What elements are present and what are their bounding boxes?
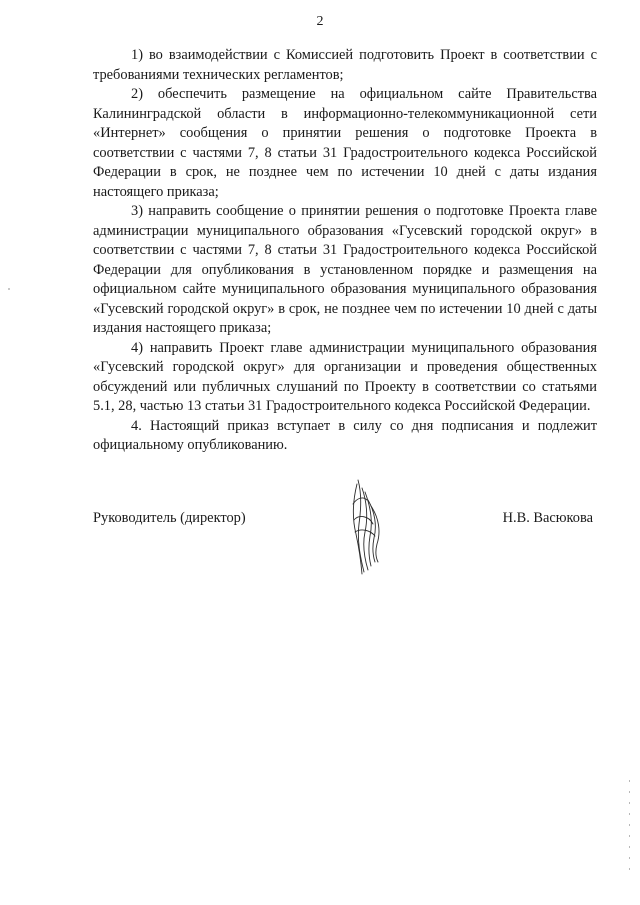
scan-artifact [8,288,10,290]
page-number: 2 [316,14,324,29]
paragraph-item-3: 3) направить сообщение о принятии решения о подготовке Проекта главе администрации муниципального образования «Гусевский городской округ» в соответствии с частями 7, 8 статьи 31 Градостроительного кодекса Российской Федерации для опубликования в установленном порядке и размещения на официальном сайте муниципального образования муниципального образования «Гусевский городской округ» в срок, не позднее чем по истечении 10 дней с даты издания настоящего приказа; [93,203,597,336]
paragraph-item-4: 4) направить Проект главе администрации муниципального образования «Гусевский городской округ» для организации и проведения общественных обсуждений или публичных слушаний по Проекту в соответствии со статьями 5.1, 28, частью 13 статьи 31 Градостроительного кодекса Российской Федерации. [93,339,597,414]
paragraph-item-1: 1) во взаимодействии с Комиссией подготовить Проект в соответствии с требованиями технических регламентов; [93,47,597,83]
margin-marks [628,780,632,890]
paragraph-item-2: 2) обеспечить размещение на официальном сайте Правительства Калининградской области в информационно-телекоммуникационной сети «Интернет» сообщения о принятии решения о подготовке Проекта в соответствии с частями 7, 8 статьи 31 Градостроительного кодекса Российской Федерации в срок, не позднее чем по истечении 10 дней с даты издания настоящего приказа; [93,86,597,200]
signer-title: Руководитель (директор) [93,510,246,526]
signer-name: Н.В. Васюкова [502,510,593,526]
paragraph-clause-4: 4. Настоящий приказ вступает в силу со дня подписания и подлежит официальному опубликованию. [93,417,597,453]
handwritten-signature [335,470,395,580]
document-body [93,46,597,456]
